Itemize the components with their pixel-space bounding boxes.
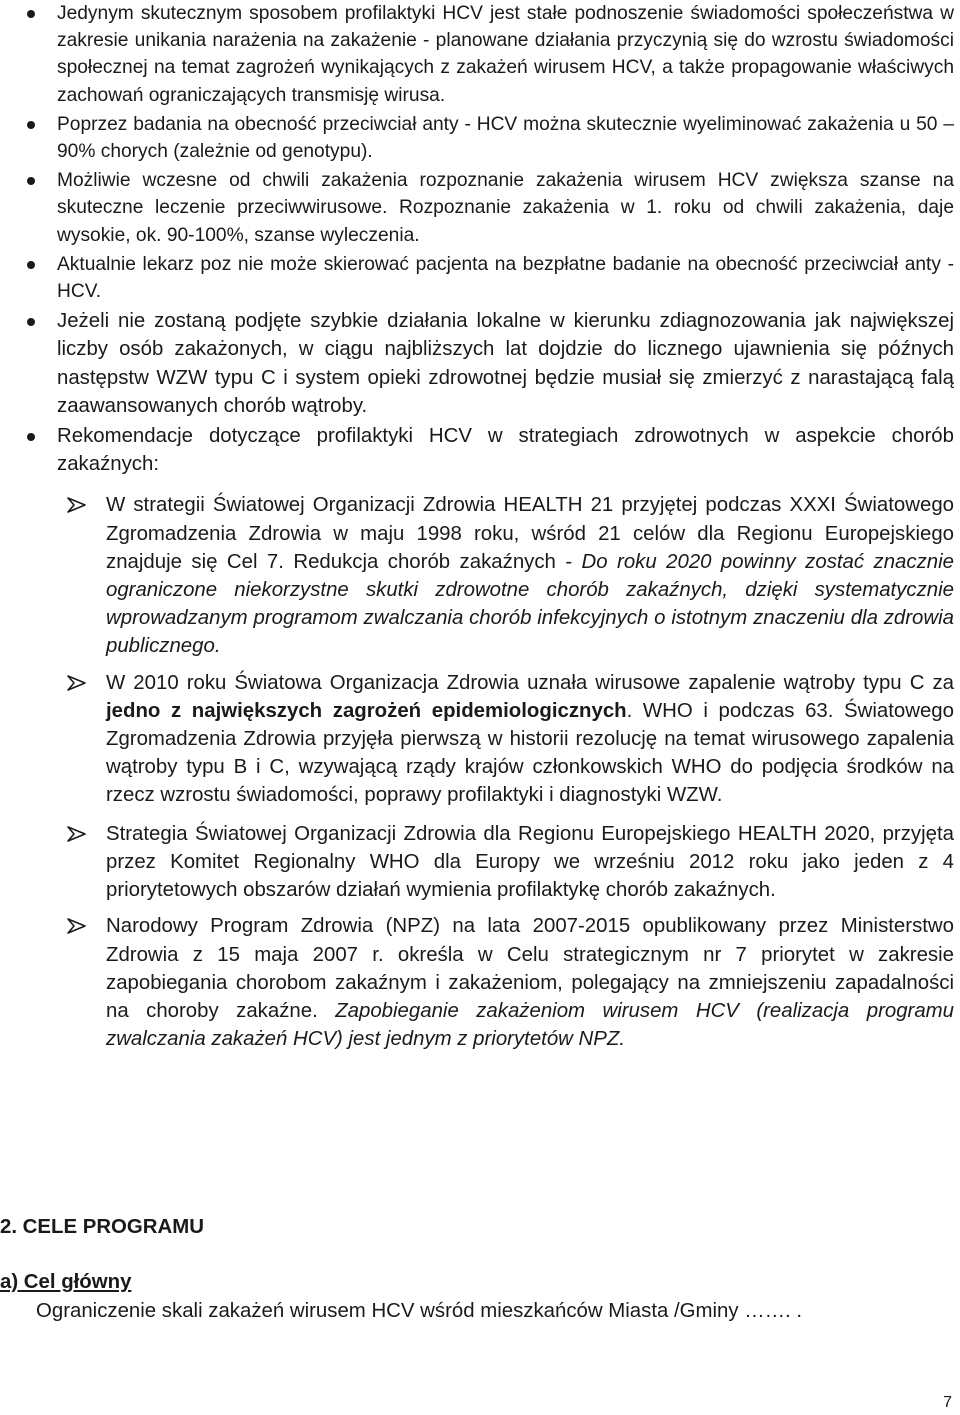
bullet-item (0, 167, 960, 249)
bullet-item (0, 111, 960, 165)
bullet-dot-icon (27, 433, 35, 441)
recommendation-text (106, 912, 954, 1053)
bullet-dot-icon (27, 121, 35, 129)
arrowhead-bullet-icon (66, 825, 88, 843)
bullet-text: Jeżeli nie zostaną podjęte szybkie działania lokalne w kierunku zdiagnozowania jak największej liczby osób zakażonych, w ciągu najbliższych lat dojdzie do licznego ujawnienia się późnych następstw WZW typu C i system opieki zdrowotnej będzie musiał się zmierzyć z narastającą falą zaawansowanych chorób wątroby. (57, 310, 954, 417)
recommendation-text-italic: Zapobieganie zakażeniom wirusem HCV (realizacja programu zwalczania zakażeń HCV) jest jednym z priorytetów NPZ. (106, 999, 954, 1051)
recommendation-item (0, 669, 960, 810)
recommendation-text (106, 820, 954, 905)
arrowhead-bullet-icon (66, 917, 88, 935)
recommendation-text-regular: Narodowy Program Zdrowia (NPZ) na lata 2007-2015 opublikowany przez Ministerstwo Zdrowia z 15 maja 2007 r. określa w Celu strategicznym nr 7 priorytet w zakresie zapobiegania chorobom zakaźnym i zakażeniom, polegający na zmniejszeniu zapadalności na choroby zakaźne. (106, 915, 954, 1022)
recommendation-text-regular: W strategii Światowej Organizacji Zdrowia HEALTH 21 przyjętej podczas XXXI Światowego Zgromadzenia Zdrowia w maju 1998 roku, wśród 21 celów dla Regionu Europejskiego znajduje się Cel 7. Redukcja chorób zakaźnych - (106, 494, 954, 573)
bullet-text: Rekomendacje dotyczące profilaktyki HCV w strategiach zdrowotnych w aspekcie chorób zakaźnych: (57, 425, 954, 476)
bullet-dot-icon (27, 318, 35, 326)
bullet-text: Możliwie wczesne od chwili zakażenia rozpoznanie zakażenia wirusem HCV zwiększa szanse na skuteczne leczenie przeciwwirusowe. Rozpoznanie zakażenia w 1. roku od chwili zakażenia, daje wysokie, ok. 90-100%, szanse wyleczenia. (57, 170, 954, 246)
bullet-text: Poprzez badania na obecność przeciwciał anty - HCV można skutecznie wyeliminować zakażenia u 50 – 90% chorych (zależnie od genotypu). (57, 113, 954, 163)
bullet-item (0, 251, 960, 305)
bullet-text: Jedynym skutecznym sposobem profilaktyki HCV jest stałe podnoszenie świadomości społeczeństwa w zakresie unikania narażenia na zakażenie - planowane działania przyczynią się do wzrostu świadomości społecznej na temat zagrożeń wynikających z zakażeń wirusem HCV, a także propagowanie właściwych zachowań ograniczających transmisję wirusa. (57, 3, 954, 106)
arrowhead-bullet-icon (66, 674, 88, 692)
recommendation-text-regular: Strategia Światowej Organizacji Zdrowia dla Regionu Europejskiego HEALTH 2020, przyjęta przez Komitet Regionalny WHO dla Europy we wrześniu 2012 roku jako jeden z 4 priorytetowych obszarów działań wymienia profilaktykę chorób zakaźnych. (106, 822, 954, 902)
bullet-dot-icon (27, 177, 35, 185)
recommendation-item (0, 820, 960, 905)
bullet-text: Aktualnie lekarz poz nie może skierować pacjenta na bezpłatne badanie na obecność przeciwciał anty - HCV. (57, 253, 954, 303)
recommendation-text-bold: jedno z największych zagrożeń epidemiologicznych (106, 699, 627, 722)
main-goal-text: Ograniczenie skali zakażeń wirusem HCV wśród mieszkańców Miasta /Gminy ……. . (36, 1300, 803, 1322)
recommendation-text-italic: Do roku 2020 powinny zostać znacznie ograniczone niekorzystne skutki zdrowotne chorób zakaźnych, dzięki systematycznie wprowadzanym programom zwalczania chorób infekcyjnych o istotnym znaczeniu dla zdrowia publicznego. (106, 550, 955, 658)
bullet-dot-icon (27, 10, 35, 18)
bullet-item (0, 307, 960, 420)
recommendation-text-regular: . WHO i podczas 63. Światowego Zgromadzenia Zdrowia przyjęła pierwszą w historii rezolucję na temat wirusowego zapalenia wątroby typu B i C, wzywającą rządy krajów członkowskich WHO do podjęcia środków na rzecz wzrostu świadomości, poprawy profilaktyki i diagnostyki WZW. (106, 699, 954, 807)
recommendation-item (0, 912, 960, 1053)
recommendation-text-regular: W 2010 roku Światowa Organizacja Zdrowia uznała wirusowe zapalenie wątroby typu C za (106, 671, 954, 694)
page-number: 7 (943, 1394, 952, 1411)
bullet-item (0, 422, 960, 478)
recommendation-text (106, 669, 954, 810)
bullet-dot-icon (27, 261, 35, 269)
recommendation-text (106, 491, 954, 660)
bullet-item (0, 0, 960, 109)
recommendation-item (0, 491, 960, 660)
section-heading: 2. CELE PROGRAMU (0, 1216, 204, 1238)
arrowhead-bullet-icon (66, 496, 88, 514)
subsection-heading: a) Cel główny (0, 1271, 132, 1293)
